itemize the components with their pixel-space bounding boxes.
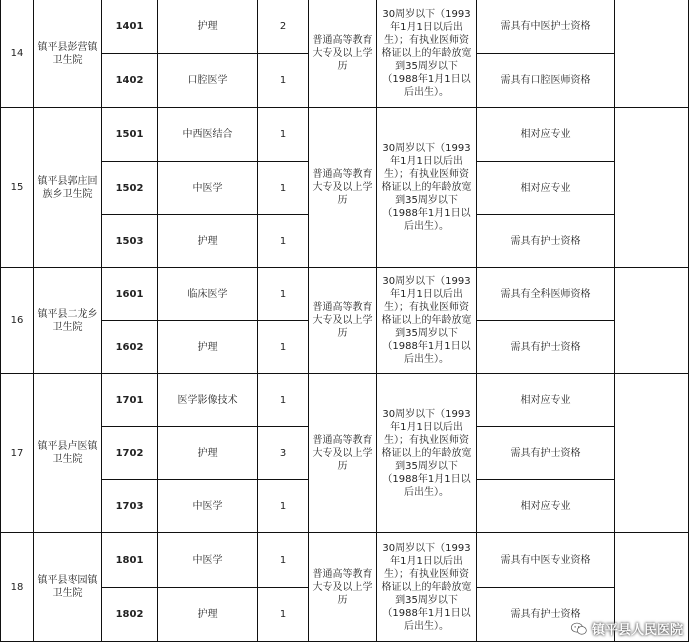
position-code: 1402 xyxy=(102,54,158,108)
education-requirement: 普通高等教育大专及以上学历 xyxy=(309,0,377,108)
other-requirement: 需具有全科医师资格 xyxy=(477,268,615,321)
hire-count: 1 xyxy=(258,321,309,374)
major-name: 口腔医学 xyxy=(158,54,258,108)
blank-cell xyxy=(615,0,689,108)
hire-count: 1 xyxy=(258,54,309,108)
other-requirement: 需具有中医专业资格 xyxy=(477,533,615,588)
position-code: 1502 xyxy=(102,162,158,215)
position-code: 1703 xyxy=(102,480,158,533)
other-requirement: 相对应专业 xyxy=(477,108,615,162)
age-requirement: 30周岁以下（1993年1月1日以后出生）；有执业医师资格证以上的年龄放宽到35周岁以下（1988年1月1日以后出生）。 xyxy=(377,108,477,268)
other-requirement: 需具有口腔医师资格 xyxy=(477,54,615,108)
hiring-unit: 镇平县彭营镇卫生院 xyxy=(34,0,102,108)
hiring-unit: 镇平县枣园镇卫生院 xyxy=(34,533,102,642)
watermark xyxy=(570,619,683,638)
hire-count: 1 xyxy=(258,588,309,642)
hire-count: 1 xyxy=(258,108,309,162)
position-code: 1401 xyxy=(102,0,158,54)
wechat-icon xyxy=(570,622,588,636)
major-name: 中医学 xyxy=(158,533,258,588)
position-code: 1802 xyxy=(102,588,158,642)
blank-cell xyxy=(615,268,689,374)
age-requirement: 30周岁以下（1993年1月1日以后出生）；有执业医师资格证以上的年龄放宽到35周岁以下（1988年1月1日以后出生）。 xyxy=(377,533,477,642)
hire-count: 1 xyxy=(258,533,309,588)
major-name: 护理 xyxy=(158,321,258,374)
hire-count: 2 xyxy=(258,0,309,54)
other-requirement: 需具有中医护士资格 xyxy=(477,0,615,54)
row-index: 17 xyxy=(0,374,34,533)
education-requirement: 普通高等教育大专及以上学历 xyxy=(309,533,377,642)
hiring-unit: 镇平县二龙乡卫生院 xyxy=(34,268,102,374)
education-requirement: 普通高等教育大专及以上学历 xyxy=(309,374,377,533)
major-name: 护理 xyxy=(158,427,258,480)
major-name: 临床医学 xyxy=(158,268,258,321)
row-index: 16 xyxy=(0,268,34,374)
blank-cell xyxy=(615,108,689,268)
other-requirement: 需具有护士资格 xyxy=(477,321,615,374)
other-requirement: 相对应专业 xyxy=(477,480,615,533)
other-requirement: 需具有护士资格 xyxy=(477,588,615,642)
major-name: 护理 xyxy=(158,588,258,642)
hire-count: 1 xyxy=(258,162,309,215)
position-code: 1601 xyxy=(102,268,158,321)
other-requirement: 需具有护士资格 xyxy=(477,427,615,480)
major-name: 中西医结合 xyxy=(158,108,258,162)
hire-count: 1 xyxy=(258,480,309,533)
major-name: 中医学 xyxy=(158,480,258,533)
major-name: 医学影像技术 xyxy=(158,374,258,427)
row-index: 15 xyxy=(0,108,34,268)
other-requirement: 相对应专业 xyxy=(477,374,615,427)
hire-count: 3 xyxy=(258,427,309,480)
row-index: 18 xyxy=(0,533,34,642)
hiring-unit: 镇平县卢医镇卫生院 xyxy=(34,374,102,533)
position-code: 1501 xyxy=(102,108,158,162)
major-name: 护理 xyxy=(158,0,258,54)
position-code: 1503 xyxy=(102,215,158,268)
education-requirement: 普通高等教育大专及以上学历 xyxy=(309,268,377,374)
major-name: 中医学 xyxy=(158,162,258,215)
hire-count: 1 xyxy=(258,374,309,427)
other-requirement: 相对应专业 xyxy=(477,162,615,215)
education-requirement: 普通高等教育大专及以上学历 xyxy=(309,108,377,268)
hiring-unit: 镇平县郭庄回族乡卫生院 xyxy=(34,108,102,268)
blank-cell xyxy=(615,374,689,533)
age-requirement: 30周岁以下（1993年1月1日以后出生）；有执业医师资格证以上的年龄放宽到35周岁以下（1988年1月1日以后出生）。 xyxy=(377,0,477,108)
position-code: 1602 xyxy=(102,321,158,374)
hire-count: 1 xyxy=(258,268,309,321)
other-requirement: 需具有护士资格 xyxy=(477,215,615,268)
watermark-text: 镇平县人民医院 xyxy=(591,623,683,638)
position-code: 1702 xyxy=(102,427,158,480)
major-name: 护理 xyxy=(158,215,258,268)
position-code: 1701 xyxy=(102,374,158,427)
age-requirement: 30周岁以下（1993年1月1日以后出生）；有执业医师资格证以上的年龄放宽到35周岁以下（1988年1月1日以后出生）。 xyxy=(377,268,477,374)
hire-count: 1 xyxy=(258,215,309,268)
age-requirement: 30周岁以下（1993年1月1日以后出生）；有执业医师资格证以上的年龄放宽到35周岁以下（1988年1月1日以后出生）。 xyxy=(377,374,477,533)
position-code: 1801 xyxy=(102,533,158,588)
row-index: 14 xyxy=(0,0,34,108)
